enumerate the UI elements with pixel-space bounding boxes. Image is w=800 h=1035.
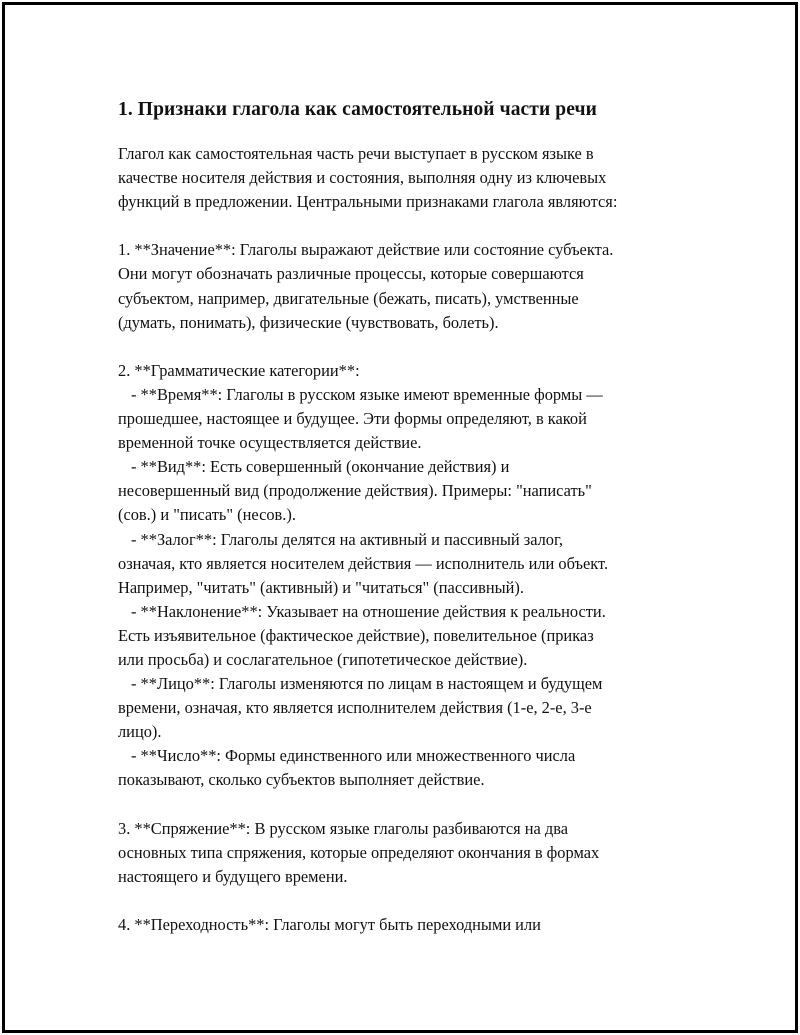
grammar-item-line: прошедшее, настоящее и будущее. Эти формы определяют, в какой [118, 409, 587, 429]
grammar-item-line: - **Вид**: Есть совершенный (окончание действия) и [131, 457, 510, 477]
grammar-item-time [118, 383, 708, 455]
paragraph-gap [118, 335, 708, 359]
grammar-item-line: или просьба) и сослагательное (гипотетическое действие). [118, 649, 528, 669]
grammar-item-line: времени, означая, кто является исполнителем действия (1-е, 2-е, 3-е [118, 698, 592, 718]
section-meaning-line: 1. **Значение**: Глаголы выражают действие или состояние субъекта. [118, 240, 614, 260]
grammar-item-line: означая, кто является носителем действия — исполнитель или объект. [118, 553, 609, 573]
grammar-item-line: показывают, сколько субъектов выполняет действие. [118, 770, 485, 790]
paragraph-gap [118, 214, 708, 238]
intro-line: функций в предложении. Центральными признаками глагола являются: [118, 192, 618, 212]
section-conjugation [118, 817, 708, 889]
intro-paragraph [118, 142, 708, 214]
section-grammar [118, 359, 708, 793]
document-page [2, 2, 798, 1033]
intro-line: качестве носителя действия и состояния, выполняя одну из ключевых [118, 168, 607, 188]
grammar-item-aspect [118, 455, 708, 527]
section-meaning [118, 238, 708, 334]
grammar-item-line: - **Лицо**: Глаголы изменяются по лицам в настоящем и будущем [131, 674, 603, 694]
grammar-item-line: - **Число**: Формы единственного или множественного числа [131, 746, 576, 766]
section-grammar-title: 2. **Грамматические категории**: [118, 360, 360, 380]
grammar-item-line: - **Залог**: Глаголы делятся на активный и пассивный залог, [131, 529, 563, 549]
grammar-item-mood [118, 600, 708, 672]
intro-line: Глагол как самостоятельная часть речи выступает в русском языке в [118, 144, 594, 163]
grammar-item-line: - **Наклонение**: Указывает на отношение действия к реальности. [131, 601, 606, 621]
section-conjugation-line: основных типа спряжения, которые определяют окончания в формах [118, 842, 600, 862]
section-transitivity [118, 913, 708, 937]
grammar-item-line: Есть изъявительное (фактическое действие), повелительное (приказ [118, 625, 594, 645]
section-conjugation-line: настоящего и будущего времени. [118, 866, 348, 886]
grammar-item-voice [118, 528, 708, 600]
grammar-item-line: Например, "читать" (активный) и "читаться" (пассивный). [118, 577, 524, 597]
grammar-item-line: лицо). [118, 722, 162, 742]
paragraph-gap [118, 889, 708, 913]
section-transitivity-line: 4. **Переходность**: Глаголы могут быть переходными или [118, 915, 541, 934]
grammar-item-line: (сов.) и "писать" (несов.). [118, 505, 296, 525]
grammar-item-line: временной точке осуществляется действие. [118, 433, 422, 453]
section-meaning-line: субъектом, например, двигательные (бежать, писать), умственные [118, 288, 579, 308]
grammar-item-person [118, 672, 708, 744]
document-heading: 1. Признаки глагола как самостоятельной части речи [118, 99, 597, 120]
grammar-item-line: - **Время**: Глаголы в русском языке имеют временные формы — [131, 384, 603, 404]
paragraph-gap [118, 793, 708, 817]
section-meaning-line: (думать, понимать), физические (чувствовать, болеть). [118, 312, 499, 332]
section-meaning-line: Они могут обозначать различные процессы, которые совершаются [118, 264, 584, 284]
grammar-item-line: несовершенный вид (продолжение действия). Примеры: "написать" [118, 481, 592, 501]
grammar-item-number [118, 744, 708, 792]
section-conjugation-line: 3. **Спряжение**: В русском языке глаголы разбиваются на два [118, 818, 569, 838]
document-content [118, 98, 708, 937]
